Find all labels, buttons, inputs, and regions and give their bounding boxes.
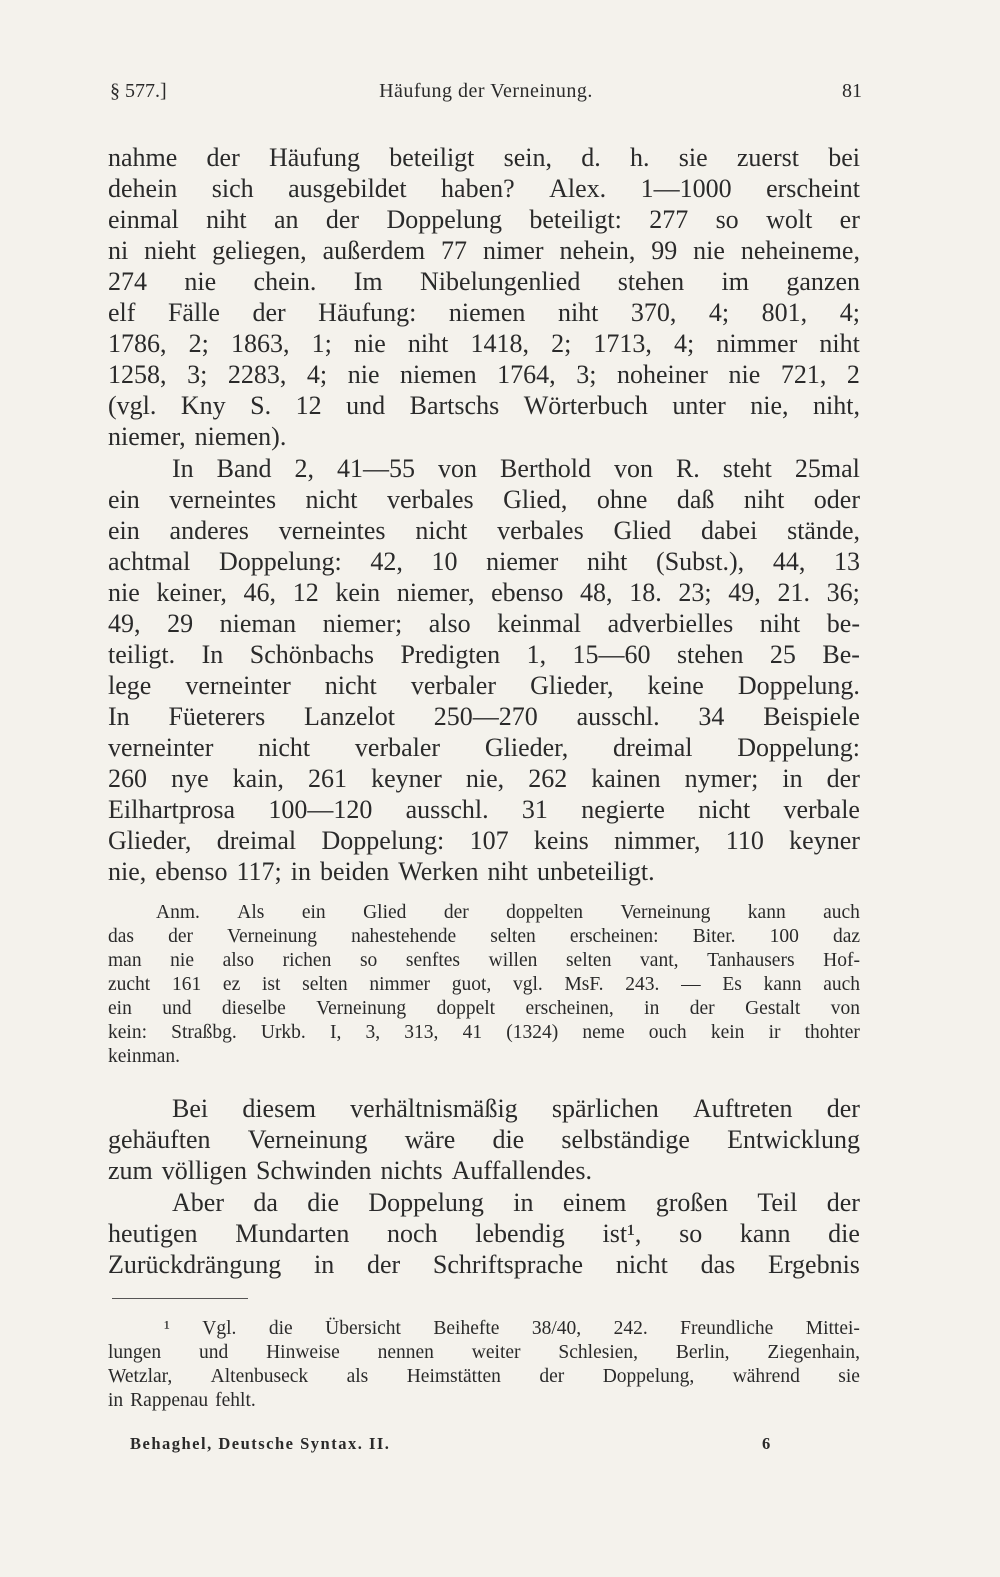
text-line: 260 nye kain, 261 keyner nie, 262 kainen nymer; in der xyxy=(108,764,860,793)
text-line: Eilhartprosa 100—120 ausschl. 31 negierte nicht verbale xyxy=(108,795,860,824)
text-line: zum völligen Schwinden nichts Auffallendes. xyxy=(108,1156,592,1185)
running-title: Häufung der Verneinung. xyxy=(379,80,593,102)
footnote-line: in Rappenau fehlt. xyxy=(108,1390,256,1411)
text-line: dehein sich ausgebildet haben? Alex. 1—1000 erscheint xyxy=(108,174,860,203)
text-line: 1258, 3; 2283, 4; nie niemen 1764, 3; noheiner nie 721, 2 xyxy=(108,360,860,389)
annotation-line: man nie also richen so senftes willen selten vant, Tanhausers Hof- xyxy=(108,950,860,971)
text-line: In Füeterers Lanzelot 250—270 ausschl. 34 Beispiele xyxy=(108,702,860,731)
footnote-line: ¹ Vgl. die Übersicht Beihefte 38/40, 242. Freundliche Mittei- xyxy=(164,1318,860,1339)
text-line: Zurückdrängung in der Schriftsprache nicht das Ergebnis xyxy=(108,1250,860,1279)
annotation-line: ein und dieselbe Verneinung doppelt erscheinen, in der Gestalt von xyxy=(108,998,860,1019)
text-line: heutigen Mundarten noch lebendig ist¹, so kann die xyxy=(108,1219,860,1248)
text-line: Glieder, dreimal Doppelung: 107 keins nimmer, 110 keyner xyxy=(108,826,860,855)
section-number: § 577.] xyxy=(110,80,167,102)
annotation-line: Anm. Als ein Glied der doppelten Verneinung kann auch xyxy=(156,902,860,923)
page-number: 81 xyxy=(842,80,862,102)
text-line: (vgl. Kny S. 12 und Bartschs Wörterbuch unter nie, niht, xyxy=(108,391,860,420)
footnote-line: Wetzlar, Altenbuseck als Heimstätten der Doppelung, während sie xyxy=(108,1366,860,1387)
text-line: In Band 2, 41—55 von Berthold von R. steht 25mal xyxy=(172,454,860,483)
text-line: niemer, niemen). xyxy=(108,422,287,451)
text-line: einmal niht an der Doppelung beteiligt: 277 so wolt er xyxy=(108,205,860,234)
footnote-line: lungen und Hinweise nennen weiter Schlesien, Berlin, Ziegenhain, xyxy=(108,1342,860,1363)
text-line: Bei diesem verhältnismäßig spärlichen Auftreten der xyxy=(172,1094,860,1123)
text-line: 1786, 2; 1863, 1; nie niht 1418, 2; 1713, 4; nimmer niht xyxy=(108,329,860,358)
annotation-line: das der Verneinung nahestehende selten erscheinen: Biter. 100 daz xyxy=(108,926,860,947)
annotation-line: zucht 161 ez ist selten nimmer guot, vgl. MsF. 243. — Es kann auch xyxy=(108,974,860,995)
text-line: ein anderes verneintes nicht verbales Glied dabei stände, xyxy=(108,516,860,545)
text-line: achtmal Doppelung: 42, 10 niemer niht (Subst.), 44, 13 xyxy=(108,547,860,576)
signature-line: Behaghel, Deutsche Syntax. II. xyxy=(130,1434,391,1453)
text-line: 49, 29 nieman niemer; also keinmal adverbielles niht be- xyxy=(108,609,860,638)
annotation-line: kein: Straßbg. Urkb. I, 3, 313, 41 (1324) neme ouch kein ir thohter xyxy=(108,1022,860,1043)
text-line: Aber da die Doppelung in einem großen Teil der xyxy=(172,1188,860,1217)
text-line: elf Fälle der Häufung: niemen niht 370, 4; 801, 4; xyxy=(108,298,860,327)
text-line: nie, ebenso 117; in beiden Werken niht unbeteiligt. xyxy=(108,857,655,886)
text-line: nahme der Häufung beteiligt sein, d. h. sie zuerst bei xyxy=(108,143,860,172)
text-line: teiligt. In Schönbachs Predigten 1, 15—60 stehen 25 Be- xyxy=(108,640,860,669)
text-line: ni nieht geliegen, außerdem 77 nimer nehein, 99 nie neheineme, xyxy=(108,236,860,265)
footnote-rule xyxy=(112,1298,248,1299)
text-line: lege verneinter nicht verbaler Glieder, keine Doppelung. xyxy=(108,671,860,700)
text-line: verneinter nicht verbaler Glieder, dreimal Doppelung: xyxy=(108,733,860,762)
sheet-number: 6 xyxy=(762,1434,771,1453)
text-line: nie keiner, 46, 12 kein niemer, ebenso 48, 18. 23; 49, 21. 36; xyxy=(108,578,860,607)
running-header xyxy=(110,80,862,112)
annotation-line: kein man. xyxy=(108,1046,181,1067)
text-line: gehäuften Verneinung wäre die selbständige Entwicklung xyxy=(108,1125,860,1154)
text-line: ein verneintes nicht verbales Glied, ohne daß niht oder xyxy=(108,485,860,514)
text-line: 274 nie chein. Im Nibelungenlied stehen im ganzen xyxy=(108,267,860,296)
